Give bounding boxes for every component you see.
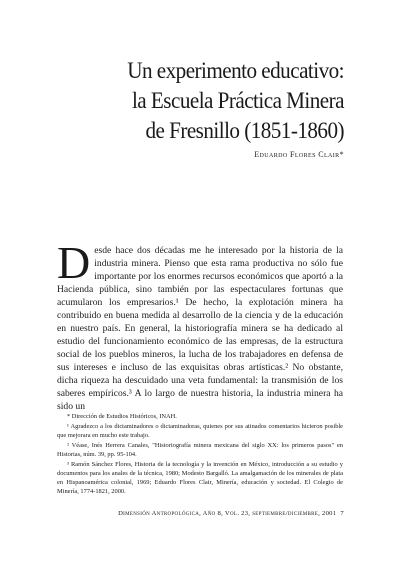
body-paragraph [57, 237, 343, 413]
footnote-2: ² Véase, Inés Herrera Canales, "Historiografía minera mexicana del siglo XX: los primeros pasos" en Historias, núm. 39, pp. 95-104. [57, 442, 343, 458]
title-line-1: Un experimento educativo: [127, 58, 344, 84]
footnotes [57, 412, 343, 497]
title-line-2: la Escuela Práctica Minera [131, 88, 344, 114]
article-title [44, 56, 344, 146]
title-line-3: de Fresnillo (1851-1860) [145, 118, 344, 144]
footnote-3: ³ Ramón Sánchez Flores, Historia de la tecnología y la invención en México, introducción a su estudio y documentos para los anales de la técnica, 1980; Modesto Bargalló. La amalgamación de los minerales de plata en Hispanoamérica colonial, 1969; Eduardo Flores Clair, Minería, educación y sociedad. El Colegio de Minería, 1774-1821, 2000. [57, 461, 343, 495]
journal-footer [90, 510, 344, 517]
drop-cap: D [57, 237, 91, 288]
body-text: esde hace dos décadas me he interesado por la historia de la industria minera. Pienso que esta rama productiva no sólo fue importante por los enormes recursos económicos que aportó a la Hacienda pública, sino también por las espectaculares fortunas que acumularon los empresarios.¹ De hecho, la explotación minera ha contribuido en buena medida al desarrollo de la ciencia y de la educación en nuestro país. En general, la historiografía minera se ha dedicado al estudio del funcionamiento económico de las empresas, de la estructura social de los pueblos mineros, la lucha de los trabajadores en defensa de sus intereses e incluso de las exquisitas obras artísticas.² No obstante, dicha riqueza ha descuidado una veta fundamental: la transmisión de los saberes empíricos.³ A lo largo de nuestra historia, la industria minera ha sido un [57, 245, 343, 412]
footnote-affiliation: * Dirección de Estudios Históricos, INAH. [67, 413, 177, 420]
author-name: Eduardo Flores Clair* [254, 150, 344, 159]
footnote-1: ¹ Agradezco a los dictaminadores o dictaminadoras, quienes por sus atinados comentarios hicieron posible que mejorara en mucho este trabajo. [57, 423, 343, 439]
journal-citation: Dimensión Antropológica, Año 8, Vol. 23, septiembre/diciembre, 2001 [118, 510, 337, 517]
page-number: 7 [340, 510, 344, 517]
